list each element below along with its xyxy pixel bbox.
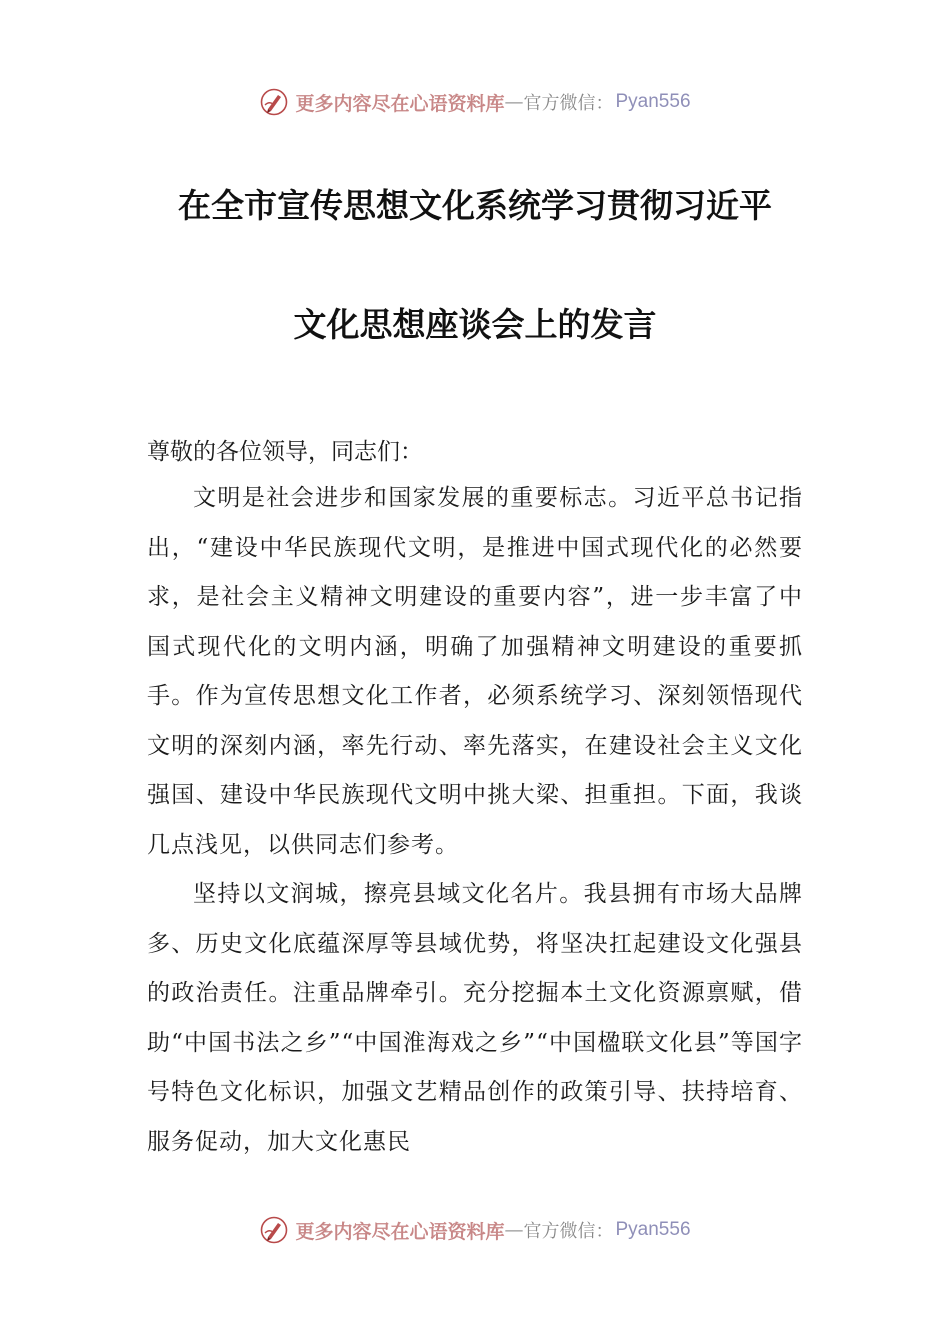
salutation: 尊敬的各位领导，同志们： [147,439,423,465]
pen-logo-icon [259,1215,289,1245]
banner-wechat-label: 官方微信： [523,1221,614,1242]
banner-text: 更多内容尽在心语资料库 [295,1220,505,1243]
document-title-line-2: 文化思想座谈会上的发言 [293,305,657,344]
banner-wechat-id: Pyan556 [615,1219,691,1240]
footer-banner [0,1210,950,1250]
banner-separator: — [504,91,524,113]
paragraph-1: 文明是社会进步和国家发展的重要标志。习近平总书记指出，“建设中华民族现代文明，是推进中国式现代化的必然要求，是社会主义精神文明建设的重要内容”，进一步丰富了中国式现代化的文明内涵，明确了加强精神文明建设的重要抓手。作为宣传思想文化工作者，必须系统学习、深刻领悟现代文明的深刻内涵，率先行动、率先落实，在建设社会主义文化强国、建设中华民族现代文明中挑大梁、担重担。下面，我谈几点浅见，以供同志们参考。 [147,485,803,858]
document-title-line-1: 在全市宣传思想文化系统学习贯彻习近平 [178,186,772,225]
banner-text: 更多内容尽在心语资料库 [295,92,505,115]
banner-separator: — [504,1219,524,1241]
paragraph-2: 坚持以文润城，擦亮县域文化名片。我县拥有市场大品牌多、历史文化底蕴深厚等县域优势，将坚决扛起建设文化强县的政治责任。注重品牌牵引。充分挖掘本土文化资源禀赋，借助“中国书法之乡”“中国淮海戏之乡”“中国楹联文化县”等国字号特色文化标识，加强文艺精品创作的政策引导、扶持培育、服务促动，加大文化惠民 [147,881,803,1155]
banner-wechat-label: 官方微信： [523,93,614,114]
banner-wechat-id: Pyan556 [615,91,691,112]
header-banner [0,82,950,122]
pen-logo-icon [259,87,289,117]
